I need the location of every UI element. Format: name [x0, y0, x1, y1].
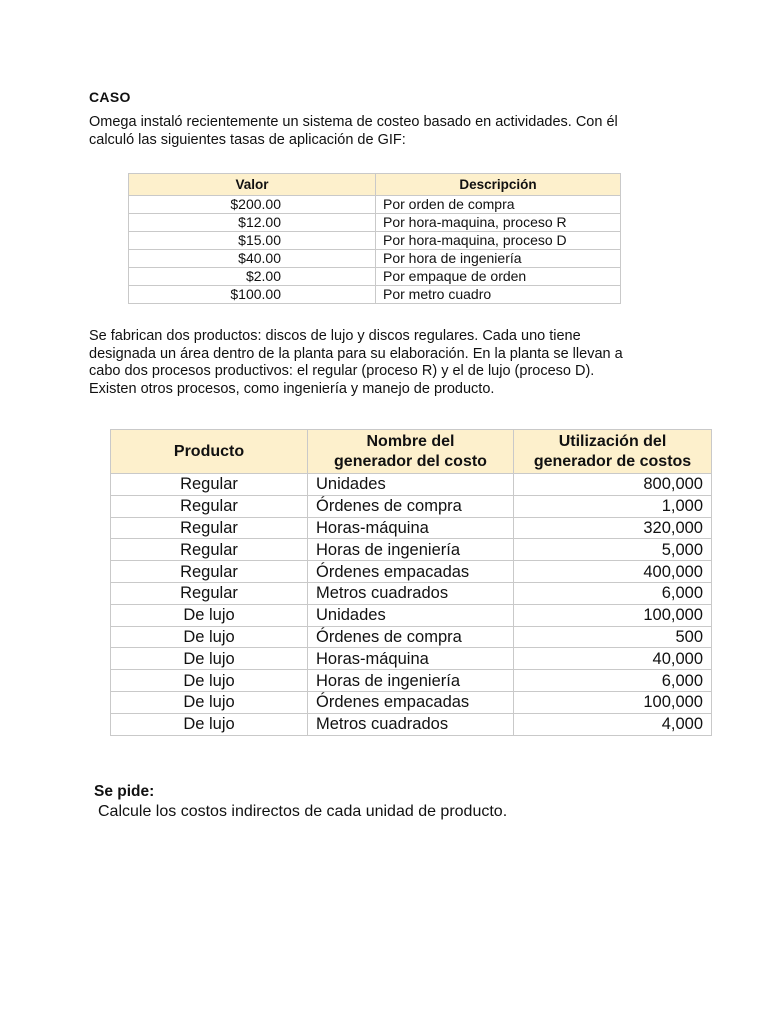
product-cell: Regular: [111, 561, 308, 583]
paragraph-line: cabo dos procesos productivos: el regular (proceso R) y el de lujo (proceso D).: [89, 363, 595, 379]
table-row: [111, 670, 712, 692]
driver-cell: Órdenes de compra: [308, 626, 514, 648]
table-row: [111, 713, 712, 735]
usage-cell: 320,000: [514, 517, 712, 539]
rate-value: $12.00: [129, 214, 376, 232]
driver-cell: Horas de ingeniería: [308, 670, 514, 692]
paragraph-line: Se fabrican dos productos: discos de lujo y discos regulares. Cada uno tiene: [89, 328, 581, 344]
usage-cell: 1,000: [514, 495, 712, 517]
table-header-row: [111, 430, 712, 474]
product-cell: Regular: [111, 517, 308, 539]
rate-description: Por hora-maquina, proceso R: [376, 214, 621, 232]
driver-cell: Horas de ingeniería: [308, 539, 514, 561]
description-paragraph: [89, 328, 660, 398]
usage-table: [110, 429, 712, 736]
table-row: [111, 495, 712, 517]
product-cell: Regular: [111, 539, 308, 561]
usage-cell: 6,000: [514, 582, 712, 604]
table-row: [111, 691, 712, 713]
product-cell: De lujo: [111, 648, 308, 670]
usage-cell: 400,000: [514, 561, 712, 583]
table-row: [129, 232, 621, 250]
case-intro: [89, 113, 669, 149]
driver-cell: Horas-máquina: [308, 648, 514, 670]
driver-cell: Órdenes empacadas: [308, 561, 514, 583]
usage-cell: 100,000: [514, 604, 712, 626]
usage-cell: 5,000: [514, 539, 712, 561]
table-row: [111, 582, 712, 604]
header-producto: Producto: [111, 430, 308, 474]
driver-cell: Metros cuadrados: [308, 582, 514, 604]
case-intro-line: Omega instaló recientemente un sistema de costeo basado en actividades. Con él: [89, 114, 618, 130]
table-row: [111, 539, 712, 561]
product-cell: De lujo: [111, 691, 308, 713]
header-descripcion: Descripción: [376, 174, 621, 196]
rate-description: Por orden de compra: [376, 196, 621, 214]
table-row: [111, 561, 712, 583]
table-row: [111, 604, 712, 626]
rate-value: $2.00: [129, 268, 376, 286]
table-row: [129, 250, 621, 268]
header-line: Nombre del: [366, 432, 455, 450]
case-title: CASO: [89, 89, 131, 105]
paragraph-line: designada un área dentro de la planta para su elaboración. En la planta se llevan a: [89, 345, 623, 362]
rate-description: Por empaque de orden: [376, 268, 621, 286]
rate-value: $40.00: [129, 250, 376, 268]
table-row: [129, 268, 621, 286]
rate-value: $15.00: [129, 232, 376, 250]
product-cell: Regular: [111, 474, 308, 496]
driver-cell: Metros cuadrados: [308, 713, 514, 735]
header-line: generador de costos: [533, 452, 692, 470]
product-cell: De lujo: [111, 713, 308, 735]
header-line: generador del costo: [334, 452, 487, 470]
header-line: Utilización del: [558, 432, 667, 450]
header-utilizacion: [514, 430, 712, 474]
paragraph-line: Existen otros procesos, como ingeniería y manejo de producto.: [89, 380, 495, 397]
table-row: [129, 286, 621, 304]
usage-cell: 500: [514, 626, 712, 648]
driver-cell: Unidades: [308, 474, 514, 496]
usage-cell: 6,000: [514, 670, 712, 692]
product-cell: De lujo: [111, 604, 308, 626]
usage-cell: 40,000: [514, 648, 712, 670]
table-row: [111, 648, 712, 670]
table-row: [111, 626, 712, 648]
usage-cell: 800,000: [514, 474, 712, 496]
product-cell: Regular: [111, 495, 308, 517]
usage-cell: 4,000: [514, 713, 712, 735]
header-generador: [308, 430, 514, 474]
table-header-row: [129, 174, 621, 196]
rates-table: [128, 173, 621, 304]
rate-value: $100.00: [129, 286, 376, 304]
product-cell: De lujo: [111, 670, 308, 692]
header-valor: Valor: [129, 174, 376, 196]
rate-description: Por hora de ingeniería: [376, 250, 621, 268]
request-title: Se pide:: [94, 783, 155, 800]
rate-description: Por hora-maquina, proceso D: [376, 232, 621, 250]
table-row: [129, 196, 621, 214]
driver-cell: Órdenes empacadas: [308, 691, 514, 713]
rate-value: $200.00: [129, 196, 376, 214]
request-text: Calcule los costos indirectos de cada unidad de producto.: [98, 803, 508, 820]
rate-description: Por metro cuadro: [376, 286, 621, 304]
table-row: [111, 474, 712, 496]
product-cell: De lujo: [111, 626, 308, 648]
table-row: [129, 214, 621, 232]
driver-cell: Unidades: [308, 604, 514, 626]
driver-cell: Órdenes de compra: [308, 495, 514, 517]
driver-cell: Horas-máquina: [308, 517, 514, 539]
table-row: [111, 517, 712, 539]
usage-cell: 100,000: [514, 691, 712, 713]
case-intro-line: calculó las siguientes tasas de aplicación de GIF:: [89, 132, 406, 148]
product-cell: Regular: [111, 582, 308, 604]
